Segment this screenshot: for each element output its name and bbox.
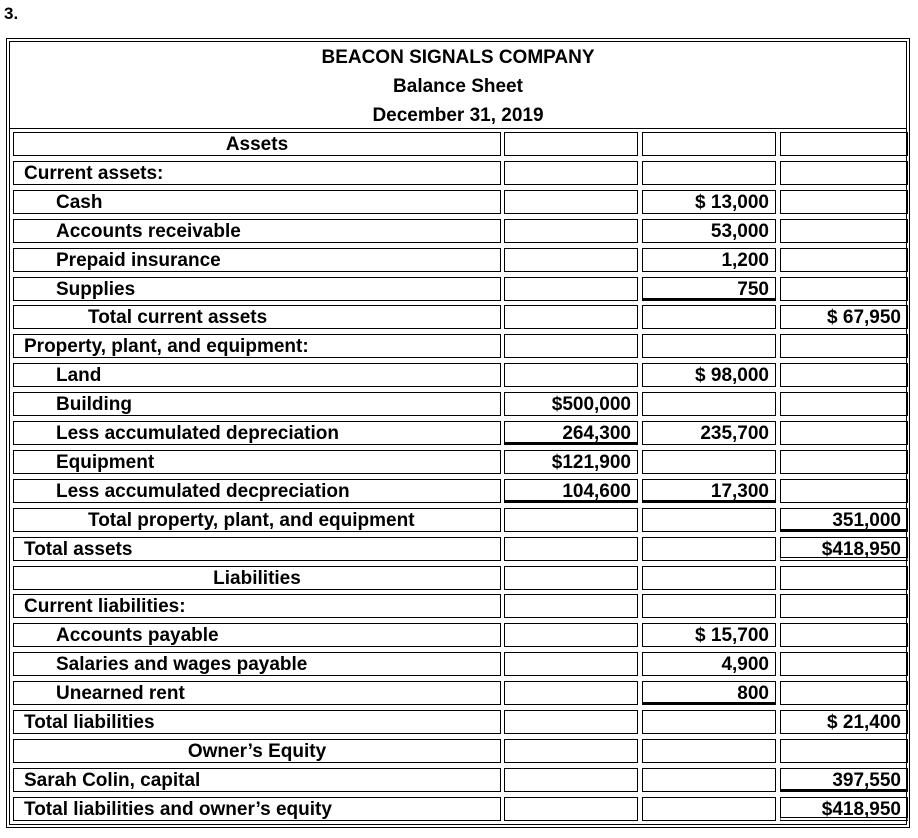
amount-cell-c (780, 277, 908, 301)
amount-cell-b: 1,200 (642, 248, 776, 272)
statement-date: December 31, 2019 (372, 105, 544, 126)
amount-cell-a: $121,900 (504, 450, 638, 474)
statement-row (10, 592, 906, 621)
amount-cell-a (504, 305, 638, 329)
amount-cell-a: 104,600 (504, 479, 638, 503)
statement-row (10, 766, 906, 795)
statement-row (10, 448, 906, 477)
amount-cell-a: $500,000 (504, 392, 638, 416)
row-label: Building (56, 394, 132, 416)
row-label: Supplies (56, 278, 136, 300)
amount-cell-a (504, 623, 638, 647)
statement-row (10, 246, 906, 275)
amount-cell-c (780, 450, 908, 474)
row-label: Current assets: (24, 162, 164, 184)
amount-cell-b (642, 161, 776, 185)
amount-cell-a (504, 681, 638, 705)
section-heading: Owner’s Equity (187, 740, 327, 762)
statement-row (10, 679, 906, 708)
amount-cell-c: $418,950 (780, 797, 908, 821)
amount-cell-b (642, 768, 776, 792)
statement-row (10, 361, 906, 390)
amount-cell-c (780, 421, 908, 445)
statement-row (10, 506, 906, 535)
row-label: Total liabilities and owner’s equity (24, 798, 332, 820)
amount-cell-a (504, 652, 638, 676)
amount-cell-b (642, 305, 776, 329)
statement-row (10, 795, 906, 824)
amount-cell-b: 53,000 (642, 219, 776, 243)
amount-cell-b: 4,900 (642, 652, 776, 676)
row-label: Total current assets (88, 307, 268, 329)
amount-cell-b: $ 13,000 (642, 190, 776, 214)
amount-cell-b: 750 (642, 277, 776, 301)
amount-cell-b (642, 710, 776, 734)
amount-cell-a (504, 190, 638, 214)
question-number: 3. (4, 4, 19, 23)
amount-cell-c (780, 248, 908, 272)
statement-row (10, 275, 906, 304)
statement-row (10, 477, 906, 506)
amount-cell-a (504, 219, 638, 243)
amount-cell-a (504, 508, 638, 532)
balance-sheet (6, 38, 910, 828)
amount-cell-c (780, 594, 908, 618)
amount-cell-b (642, 594, 776, 618)
amount-cell-a (504, 363, 638, 387)
statement-row (10, 535, 906, 564)
statement-row (10, 650, 906, 679)
amount-cell-a (504, 739, 638, 763)
amount-cell-b (642, 797, 776, 821)
amount-cell-c (780, 132, 908, 156)
row-label: Total assets (24, 538, 133, 560)
amount-cell-c (780, 392, 908, 416)
row-label: Unearned rent (56, 683, 185, 705)
statement-row (10, 130, 906, 159)
row-label: Prepaid insurance (56, 249, 221, 271)
amount-cell-b (642, 537, 776, 561)
statement-row (10, 390, 906, 419)
statement-row (10, 419, 906, 448)
amount-cell-c (780, 739, 908, 763)
amount-cell-c (780, 623, 908, 647)
amount-cell-b: 235,700 (642, 421, 776, 445)
section-heading: Liabilities (213, 567, 301, 589)
row-label: Less accumulated decpreciation (56, 480, 350, 502)
amount-cell-c (780, 479, 908, 503)
amount-cell-a (504, 248, 638, 272)
amount-cell-b (642, 450, 776, 474)
amount-cell-c (780, 363, 908, 387)
row-label: Property, plant, and equipment: (24, 336, 309, 358)
row-label: Total property, plant, and equipment (88, 509, 415, 531)
section-heading: Assets (225, 134, 289, 155)
amount-cell-b (642, 739, 776, 763)
statement-row (10, 159, 906, 188)
row-label: Current liabilities: (24, 596, 186, 618)
statement-row (10, 303, 906, 332)
amount-cell-b (642, 392, 776, 416)
amount-cell-a (504, 797, 638, 821)
statement-row (10, 737, 906, 766)
amount-cell-b: 17,300 (642, 479, 776, 503)
amount-cell-a (504, 566, 638, 590)
row-label: Equipment (56, 451, 155, 473)
amount-cell-b: $ 15,700 (642, 623, 776, 647)
statement-row (10, 217, 906, 246)
row-label: Accounts payable (56, 625, 219, 647)
amount-cell-c: 351,000 (780, 508, 908, 532)
amount-cell-b (642, 334, 776, 358)
amount-cell-a (504, 594, 638, 618)
amount-cell-c: 397,550 (780, 768, 908, 792)
statement-header (10, 42, 906, 129)
amount-cell-c: $ 67,950 (780, 305, 908, 329)
amount-cell-c (780, 566, 908, 590)
amount-cell-a (504, 768, 638, 792)
statement-row (10, 621, 906, 650)
statement-row (10, 564, 906, 593)
row-label: Sarah Colin, capital (24, 769, 201, 791)
row-label: Accounts receivable (56, 220, 241, 242)
amount-cell-a: 264,300 (504, 421, 638, 445)
amount-cell-a (504, 132, 638, 156)
amount-cell-a (504, 710, 638, 734)
amount-cell-c (780, 190, 908, 214)
amount-cell-c (780, 219, 908, 243)
company-name: BEACON SIGNALS COMPANY (321, 47, 595, 68)
statement-row (10, 708, 906, 737)
row-label: Cash (56, 191, 103, 213)
amount-cell-c: $ 21,400 (780, 710, 908, 734)
amount-cell-c (780, 161, 908, 185)
row-label: Land (56, 365, 102, 387)
amount-cell-a (504, 161, 638, 185)
amount-cell-a (504, 334, 638, 358)
amount-cell-b (642, 132, 776, 156)
amount-cell-a (504, 537, 638, 561)
row-label: Salaries and wages payable (56, 654, 308, 676)
amount-cell-c (780, 681, 908, 705)
amount-cell-c (780, 652, 908, 676)
statement-row (10, 188, 906, 217)
amount-cell-b: 800 (642, 681, 776, 705)
amount-cell-a (504, 277, 638, 301)
statement-row (10, 332, 906, 361)
row-label: Total liabilities (24, 712, 155, 733)
amount-cell-b (642, 566, 776, 590)
amount-cell-c (780, 334, 908, 358)
row-label: Less accumulated depreciation (56, 423, 339, 444)
amount-cell-c: $418,950 (780, 537, 908, 561)
amount-cell-b (642, 508, 776, 532)
amount-cell-b: $ 98,000 (642, 363, 776, 387)
statement-title: Balance Sheet (393, 76, 523, 97)
